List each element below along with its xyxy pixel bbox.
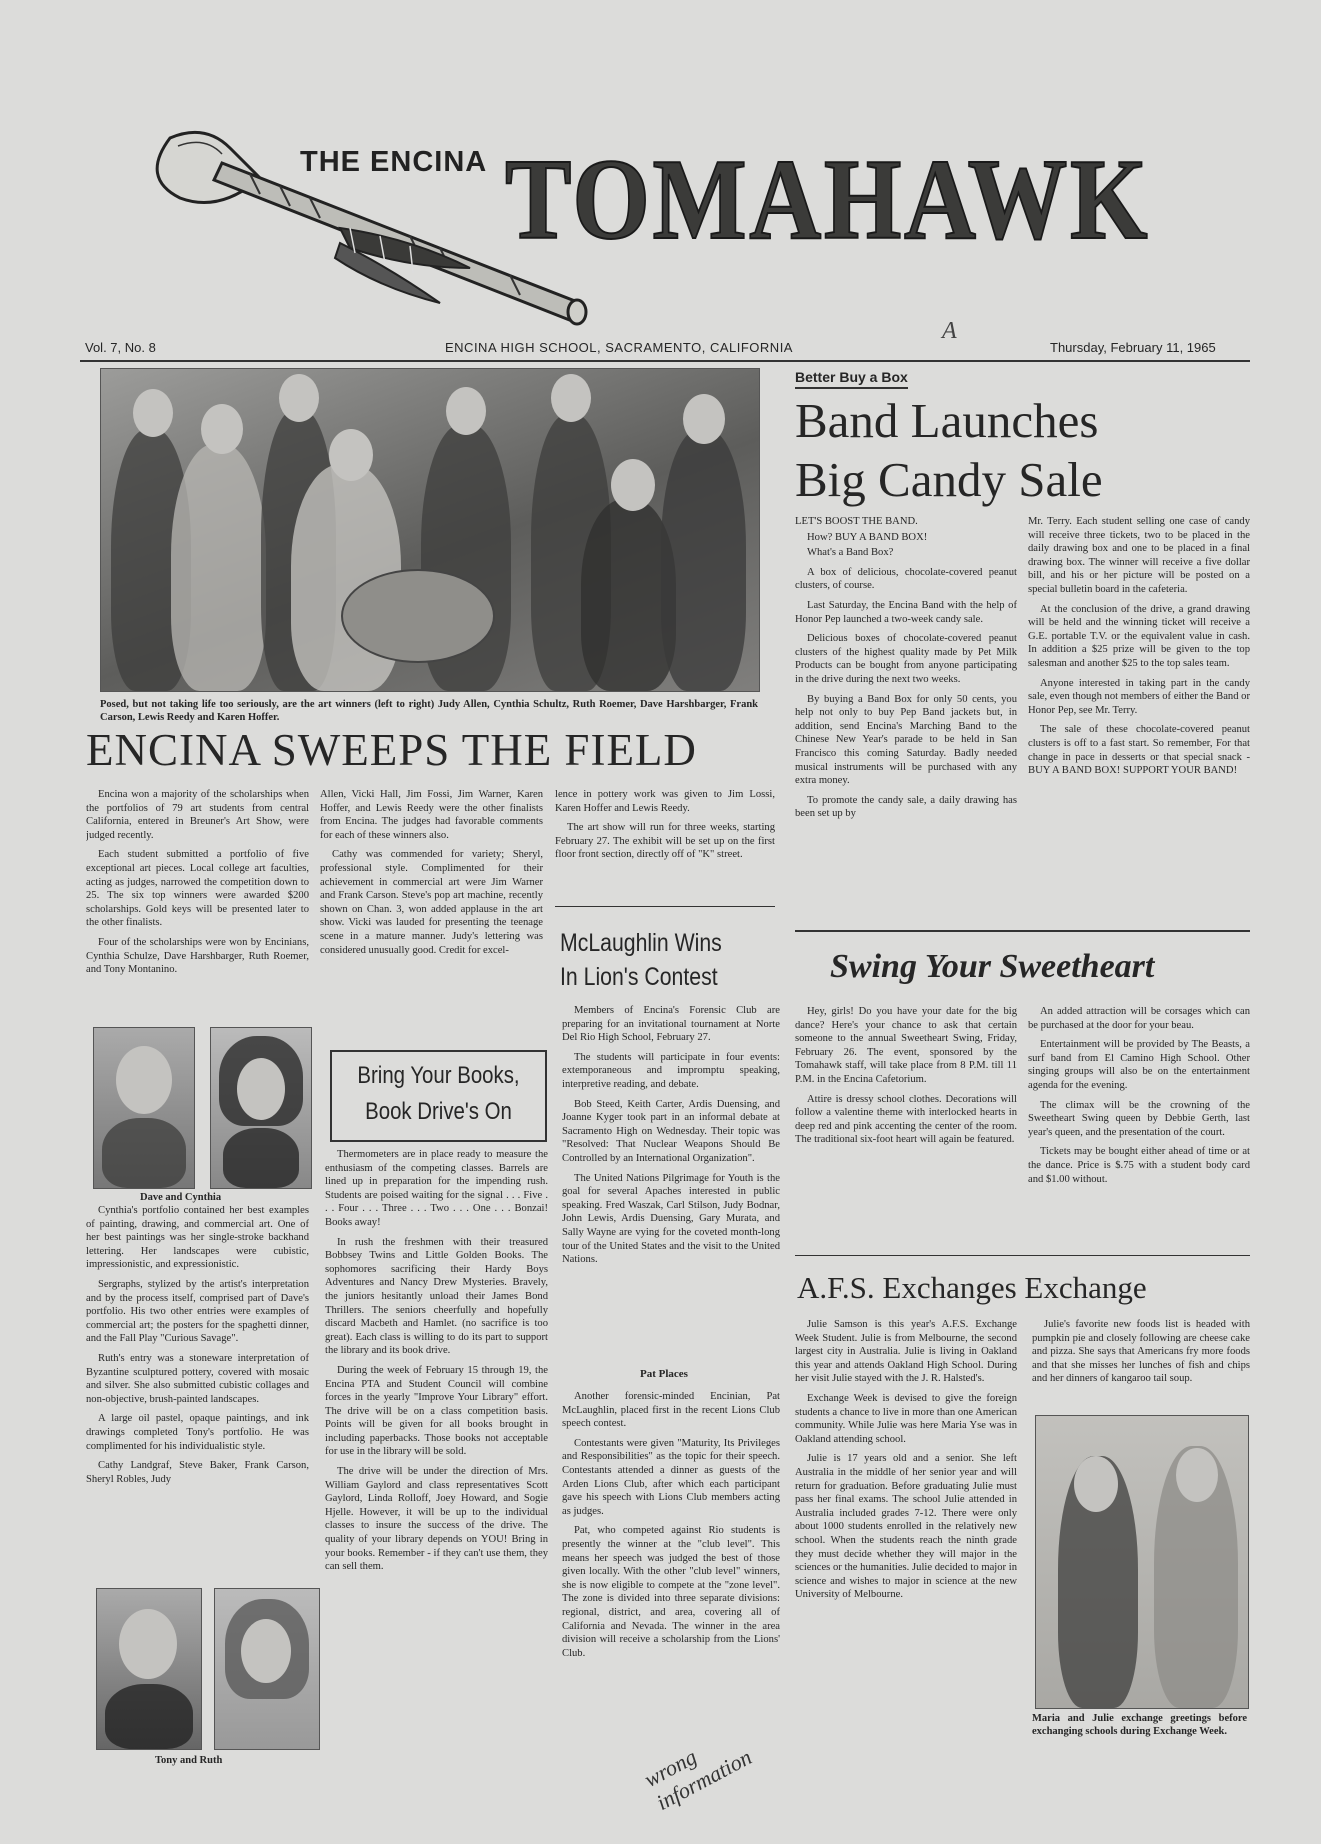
book-drive-headline-box <box>330 1050 547 1142</box>
band-headline-1: Band Launches <box>795 393 1099 448</box>
volume-number: Vol. 7, No. 8 <box>85 340 156 355</box>
swing-column-1: Hey, girls! Do you have your date for the big dance? Here's your chance to ask that certain someone to the annual Sweetheart Swing, Friday, February 26. The event, sponsored by the Tomahawk staff, will take place from 8 P.M. till 11 P.M. in the Encina Cafetorium. Attire is dressy school clothes. Decorations will follow a valentine theme with interlocked hearts in deep red and pink accenting the center of the room. The traditional six-foot heart will again be featured. <box>795 1006 1017 1146</box>
handwritten-wrong-information: wrong information <box>640 1743 756 1816</box>
school-name: ENCINA HIGH SCHOOL, SACRAMENTO, CALIFORNIA <box>445 340 793 355</box>
tony-ruth-caption: Tony and Ruth <box>155 1755 223 1766</box>
afs-column-2: Julie's favorite new foods list is headed with pumpkin pie and closely following are cheese cake and pizza. She says that Americans fry more foods and that she misses her lunches of fish and chips and her dinners of kangaroo tail soup. <box>1032 1319 1250 1385</box>
masthead-rule <box>80 360 1250 362</box>
ruth-photo <box>214 1588 320 1750</box>
art-column-2: Allen, Vicki Hall, Jim Fossi, Jim Warner, Karen Hoffer, and Lewis Reedy were the other finalists from Encina. The judges had favorable comments for each of these winners also. Cathy was commended for variety; Sheryl, professional style. Complimented for their achievement in commercial art were Jim Warner and Frank Carson. Steve's pop art machine, recently shown on Chan. 3, won added applause in the art show. Vicki was lauded for presenting the teenage scene in a mature manner. Judy's lettering was considered unusually good. Credit for excel- <box>320 789 543 956</box>
art-column-1b: Cynthia's portfolio contained her best examples of painting, drawing, and commercial art. One of her best paintings was her single-stroke backhand lettering. Her landscapes were cubistic, impressionistic, and expressionistic. Sergraphs, stylized by the artist's interpretation and by the process itself, comprised part of Dave's portfolio. His two other entries were examples of commercial art; the posters for the spaghetti dinner, and the Fall Play "Curious Savage". Ruth's entry was a stoneware interpretation of Byzantine sculptured pottery, covered with mosaic and silver. She also submitted cubistic collages and non-objective, brush-painted landscapes. A large oil pastel, opaque paintings, and ink drawings completed Tony's portfolio. He was complimented for his individualistic style. Cathy Landgraf, Steve Baker, Frank Carson, Sheryl Robles, Judy <box>86 1205 309 1485</box>
swing-bottom-rule <box>795 1255 1250 1256</box>
maria-julie-photo <box>1035 1415 1249 1709</box>
masthead-the-encina: THE ENCINA <box>300 146 488 178</box>
swing-headline: Swing Your Sweetheart <box>830 948 1155 985</box>
lions-headline-1: McLaughlin Wins <box>560 929 722 957</box>
lions-headline-2: In Lion's Contest <box>560 963 718 991</box>
lions-body-2: Another forensic-minded Encinian, Pat McLaughlin, placed first in the recent Lions Club speech contest. Contestants were given "Maturity, Its Privileges and Responsibilities" as the topic for their speech. Contestants attended a dinner as guests of the Arden Lions Club, after which each participant gave his speech with Lions Club members acting as judges. Pat, who competed against Rio students is presently the winner at the "club level". This means her speech was judged the best of those given locally. With the other "club level" winners, she is now eligible to compete at the "zone level". The zone is divided into three separate divisions: regional, district, and area, covering all of California and Nevada. The winner in the area division will receive a scholarship from the Lions' Club. <box>562 1391 780 1659</box>
band-column-2: Mr. Terry. Each student selling one case of candy will receive three tickets, two to be placed in the daily drawing box and one to be placed in a final drawing box. The winner will receive a five dollar bill, and his or her picture will be posted on a special bulletin board in the cafeteria. At the conclusion of the drive, a grand drawing will be held and the winning ticket will receive a G.E. portable T.V. or the equivalent value in cash. In addition a $25 prize will be given to the top salesman and another $25 to the top sales team. Anyone interested in taking part in the candy sale, even though not members of either the Band or Honor Pep, see Mr. Terry. The sale of these chocolate-covered peanut clusters is off to a fast start. So remember, For that change in pace in desserts or that special snack - BUY A BAND BOX! SUPPORT YOUR BAND! <box>1028 516 1250 777</box>
dave-cynthia-caption: Dave and Cynthia <box>140 1192 222 1203</box>
masthead-title: TOMAHAWK <box>505 136 1151 264</box>
band-headline-2: Big Candy Sale <box>795 452 1103 507</box>
band-kicker: Better Buy a Box <box>795 369 908 389</box>
art-headline: ENCINA SWEEPS THE FIELD <box>86 725 697 775</box>
art-column-1: Encina won a majority of the scholarships when the portfolios of 79 art students from central California, entered in Breuner's Art Show, were judged recently. Each student submitted a portfolio of five exceptional art pieces. Local college art faculties, acting as judges, narrowed the competition down to 25. The six top winners were awarded $200 scholarships. Gold keys will be presented later to the other finalists. Four of the scholarships were won by Encinians, Cynthia Schulze, Dave Harshbarger, Ruth Roemer, and Tony Montanino. <box>86 789 309 976</box>
art-column-3: lence in pottery work was given to Jim Lossi, Karen Hoffer and Lewis Reedy. The art show will run for three weeks, starting February 27. The exhibit will be set up on the first floor front section, directly off of "K" street. <box>555 789 775 861</box>
lions-body: Members of Encina's Forensic Club are preparing for an invitational tournament at Norte Del Rio High School, February 27. The students will participate in four events: extemporaneous and impromptu speaking, interpretive reading, and debate. Bob Steed, Keith Carter, Ardis Duensing, and Joanne Kyger took part in an informal debate at Sacramento High on Wednesday. Their topic was "Resolved: That Nuclear Weapons Should Be Controlled by an International Organization". The United Nations Pilgrimage for Youth is the goal for several Apaches interested in public speaking. Fred Waszak, Carl Stilson, Judy Bodnar, John Lewis, Ardis Duensing, Gary Murata, and Sally Wayne are vying for the coveted month-long tour of the United States and the visit to the United Nations. <box>562 1005 780 1266</box>
afs-headline: A.F.S. Exchanges Exchange <box>797 1270 1147 1305</box>
book-drive-headline-1: Bring Your Books, <box>357 1062 520 1089</box>
band-column-1: LET'S BOOST THE BAND. How? BUY A BAND BOX! What's a Band Box? A box of delicious, chocolate-covered peanut clusters, of course. Last Saturday, the Encina Band with the help of Honor Pep launched a two-week candy sale. Delicious boxes of chocolate-covered peanut clusters of the highest quality made by Pet Milk Products can be bought from anyone participating in the drive during the next two weeks. By buying a Band Box for only 50 cents, you help not only to buy Pep Band jackets but, in addition, send Encina's Marching Band to the Chinese New Year's parade to be held in San Francisco this coming Saturday. Badly needed musical instruments will be purchased with any extra money. To promote the candy sale, a daily drawing has been set up by <box>795 516 1017 820</box>
afs-photo-caption: Maria and Julie exchange greetings before exchanging schools during Exchange Week. <box>1032 1713 1247 1737</box>
band-bottom-rule <box>795 930 1250 932</box>
book-drive-headline-2: Book Drive's On <box>365 1098 512 1125</box>
issue-date: Thursday, February 11, 1965 <box>1050 340 1216 355</box>
dave-photo <box>93 1027 195 1189</box>
book-drive-body: Thermometers are in place ready to measure the enthusiasm of the competing classes. Barrels are lined up in preparation for the impending rush. Students are poised waiting for the signal . . . Five . . . Four . . . Three . . . Two . . . One . . . Bonzai! Books away! In rush the freshmen with their treasured Bobbsey Twins and Little Golden Books. The sophomores sacrificing their Hardy Boys Adventures and Nancy Drew Mysteries. Bravely, the juniors hesitantly unload their James Bond Thrillers. The seniors cheerfully and hopefully discard Macbeth and Hamlet. (no sacrifice is too great). Each class is willing to do its part to support the library and its book drive. During the week of February 15 through 19, the Encina PTA and Student Council will combine forces in the yearly "Improve Your Library" effort. The drive will be on a class competition basis. Points will be given for all books brought in including paperbacks. Those books not acceptable for use in the library will be sold. The drive will be under the direction of Mrs. William Gaylord and class representatives Scott Gaylord, Linda Rolloff, Joey Howard, and Sogie Hjelle. However, it will be up to the individual classes to insure the success of the drive. The quality of your library depends on YOU! Bring in your books. Remember - if they can't use them, they can sell them. <box>325 1149 548 1573</box>
swing-column-2: An added attraction will be corsages which can be purchased at the door for your beau. Entertainment will be provided by The Beasts, a surf band from El Camino High School. Other singing groups will also be on the entertainment agenda for the evening. The climax will be the crowning of the Sweetheart Swing queen by Debbie Gerth, last year's queen, and the presentation of the court. Tickets may be bought either ahead of time or at the dance. Price is $.75 with a student body card and $1.00 without. <box>1028 1006 1250 1185</box>
lions-subhead: Pat Places <box>640 1368 688 1380</box>
afs-column-1: Julie Samson is this year's A.F.S. Exchange Week Student. Julie is from Melbourne, the second largest city in Australia. Julie is living in Oakland this year and attends Oakland High School. During her visit Julie stayed with the J. R. Halsted's. Exchange Week is devised to give the foreign students a chance to live in more than one American community. While Julie was here Maria Yse was in Oakland attending school. Julie is 17 years old and a senior. She left Australia in the middle of her senior year and will return for graduation. Before graduating Julie must pass her final exams. The school Julie attended in Australia included grades 7-12. There were only about 1000 students enrolled in the relatively new school. When the students reach the ninth grade they must decide whether they will major in the sciences or the humanities. Julie decided to major in science and wishes to major in science at the new University of Melbourne. <box>795 1319 1017 1601</box>
handwritten-a-mark: A <box>942 318 957 344</box>
tony-photo <box>96 1588 202 1750</box>
art-bottom-rule <box>555 906 775 907</box>
cynthia-photo <box>210 1027 312 1189</box>
art-photo-caption: Posed, but not taking life too seriously, are the art winners (left to right) Judy Allen, Cynthia Schultz, Ruth Roemer, Dave Harshbarger, Frank Carson, Lewis Reedy and Karen Hoffer. <box>100 699 758 723</box>
art-winners-photo <box>100 368 760 692</box>
